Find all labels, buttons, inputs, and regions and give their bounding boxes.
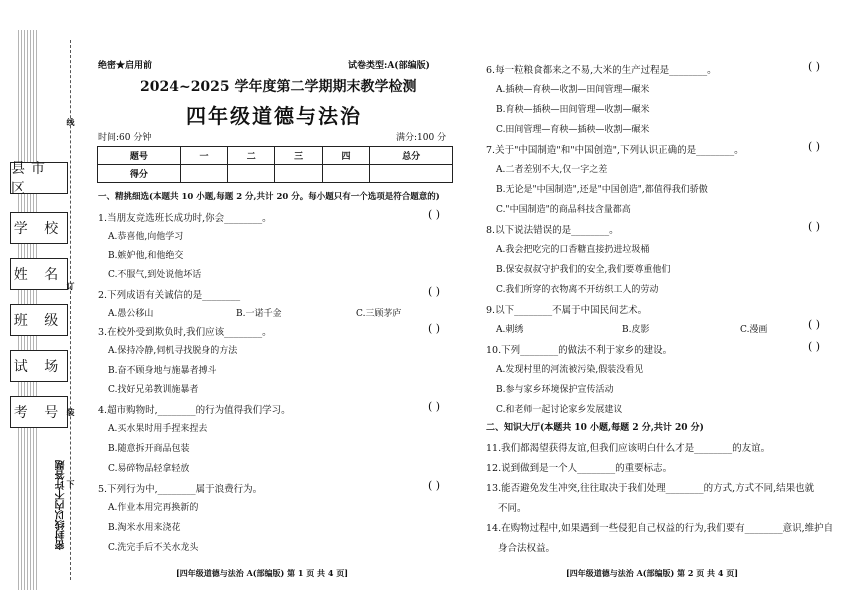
table-cell bbox=[228, 165, 275, 183]
exam-title: 2024~2025 学年度第二学期期末教学检测 bbox=[140, 79, 417, 95]
option-8a: A.我会把吃完的口香糖直接扔进垃圾桶 bbox=[496, 245, 650, 255]
option-4b: B.随意拆开商品包装 bbox=[108, 444, 190, 454]
score-table-score-row bbox=[98, 165, 453, 183]
option-3b: B.奋不顾身地与施暴者搏斗 bbox=[108, 366, 217, 376]
score-table-header-row bbox=[98, 147, 453, 165]
question-6: 6.每一粒粮食都来之不易,大米的生产过程是________。 bbox=[486, 65, 717, 76]
option-7b: B.无论是"中国制造",还是"中国创造",都值得我们骄傲 bbox=[496, 185, 708, 195]
score-table bbox=[97, 146, 453, 183]
section-2-heading: 二、知识大厅(本题共 10 小题,每题 2 分,共计 20 分) bbox=[486, 423, 704, 433]
answer-blank-9[interactable]: ( ) bbox=[808, 318, 821, 331]
option-4a: A.买水果时用手捏来捏去 bbox=[108, 424, 208, 434]
field-class: 班 级 bbox=[10, 304, 68, 336]
exam-time: 时间:60 分钟 bbox=[98, 133, 152, 143]
option-2c: C.三顾茅庐 bbox=[356, 309, 402, 319]
question-8: 8.以下说法错误的是________。 bbox=[486, 225, 619, 236]
field-name: 姓 名 bbox=[10, 258, 68, 290]
question-2: 2.下列成语有关诚信的是________ bbox=[98, 290, 241, 301]
question-13-cont: 不同。 bbox=[498, 503, 527, 514]
answer-blank-1[interactable]: ( ) bbox=[428, 208, 441, 221]
option-2a: A.愚公移山 bbox=[108, 309, 154, 319]
answer-blank-6[interactable]: ( ) bbox=[808, 60, 821, 73]
answer-blank-2[interactable]: ( ) bbox=[428, 285, 441, 298]
subject-title: 四年级道德与法治 bbox=[186, 104, 362, 128]
question-13: 13.能否避免发生冲突,往往取决于我们处理________的方式,方式不同,结果也就 bbox=[486, 483, 815, 494]
option-7c: C."中国制造"的商品科技含量都高 bbox=[496, 205, 631, 215]
answer-blank-3[interactable]: ( ) bbox=[428, 322, 441, 335]
footer-page-2: [四年级道德与法治 A(部编版) 第 2 页 共 4 页] bbox=[566, 568, 738, 578]
table-cell: 二 bbox=[228, 147, 275, 165]
option-7a: A.二者差别不大,仅一字之差 bbox=[496, 165, 608, 175]
option-4c: C.易碎物品轻拿轻放 bbox=[108, 464, 190, 474]
option-3a: A.保持冷静,伺机寻找脱身的方法 bbox=[108, 346, 238, 356]
option-1b: B.嫉妒他,和他绝交 bbox=[108, 251, 184, 261]
answer-blank-5[interactable]: ( ) bbox=[428, 479, 441, 492]
question-3: 3.在校外受到欺负时,我们应该________。 bbox=[98, 327, 272, 338]
table-cell bbox=[275, 165, 322, 183]
option-6a: A.插秧—育秧—收割—田间管理—碾米 bbox=[496, 85, 650, 95]
section-1-heading: 一、精挑细选(本题共 10 小题,每题 2 分,共计 20 分。每小题只有一个选项是符合题意的) bbox=[98, 192, 440, 202]
question-7: 7.关于"中国制造"和"中国创造",下列认识正确的是________。 bbox=[486, 145, 744, 156]
seal-mark-mid: 订 bbox=[66, 282, 76, 290]
option-9a: A.刺绣 bbox=[496, 325, 524, 335]
option-6c: C.田间管理—育秧—插秧—收割—碾米 bbox=[496, 125, 650, 135]
table-cell bbox=[180, 165, 227, 183]
question-10: 10.下列________的做法不利于家乡的建设。 bbox=[486, 345, 673, 356]
table-cell: 一 bbox=[180, 147, 227, 165]
question-1: 1.当朋友竞选班长成功时,你会________。 bbox=[98, 213, 272, 224]
table-cell: 题号 bbox=[98, 147, 181, 165]
option-10a: A.发现村里的河流被污染,假装没看见 bbox=[496, 365, 644, 375]
option-9c: C.漫画 bbox=[740, 325, 768, 335]
field-county: 县市区 bbox=[10, 162, 68, 194]
table-cell bbox=[322, 165, 369, 183]
answer-blank-7[interactable]: ( ) bbox=[808, 140, 821, 153]
seal-mark-top: 线 bbox=[66, 118, 76, 126]
option-5b: B.淘米水用来浇花 bbox=[108, 523, 181, 533]
field-exam-room: 试 场 bbox=[10, 350, 68, 382]
option-5a: A.作业本用完再换新的 bbox=[108, 503, 199, 513]
question-5: 5.下列行为中,________属于浪费行为。 bbox=[98, 484, 263, 495]
question-4: 4.超市购物时,________的行为值得我们学习。 bbox=[98, 405, 291, 416]
option-9b: B.皮影 bbox=[622, 325, 650, 335]
option-6b: B.育秧—插秧—田间管理—收割—碾米 bbox=[496, 105, 650, 115]
table-cell: 三 bbox=[275, 147, 322, 165]
option-10c: C.和老师一起讨论家乡发展建议 bbox=[496, 405, 623, 415]
option-3c: C.找好兄弟教训施暴者 bbox=[108, 385, 199, 395]
table-cell: 得分 bbox=[98, 165, 181, 183]
table-cell bbox=[370, 165, 453, 183]
option-8b: B.保安叔叔守护我们的安全,我们要尊重他们 bbox=[496, 265, 671, 275]
table-cell: 四 bbox=[322, 147, 369, 165]
question-9: 9.以下________不属于中国民间艺术。 bbox=[486, 305, 648, 316]
seal-notice: 密封线以内不许答题 bbox=[56, 460, 67, 550]
option-1c: C.不服气,到处说他坏话 bbox=[108, 270, 202, 280]
option-2b: B.一诺千金 bbox=[236, 309, 282, 319]
field-exam-number: 考 号 bbox=[10, 396, 68, 428]
question-14: 14.在购物过程中,如果遇到一些侵犯自己权益的行为,我们要有________意识,维护自 bbox=[486, 523, 834, 534]
table-cell: 总分 bbox=[370, 147, 453, 165]
answer-blank-8[interactable]: ( ) bbox=[808, 220, 821, 233]
option-8c: C.我们所穿的衣物离不开纺织工人的劳动 bbox=[496, 285, 659, 295]
field-school: 学 校 bbox=[10, 212, 68, 244]
answer-blank-10[interactable]: ( ) bbox=[808, 340, 821, 353]
question-11: 11.我们都渴望获得友谊,但我们应该明白什么才是________的友谊。 bbox=[486, 443, 771, 454]
secret-label: 绝密★启用前 bbox=[98, 61, 153, 71]
answer-blank-4[interactable]: ( ) bbox=[428, 400, 441, 413]
full-score: 满分:100 分 bbox=[396, 133, 447, 143]
question-12: 12.说到做到是一个人________的重要标志。 bbox=[486, 463, 673, 474]
paper-type: 试卷类型:A(部编版) bbox=[348, 61, 430, 71]
option-5c: C.洗完手后不关水龙头 bbox=[108, 543, 199, 553]
seal-mark-bot: 装 bbox=[66, 408, 76, 416]
footer-page-1: [四年级道德与法治 A(部编版) 第 1 页 共 4 页] bbox=[176, 568, 348, 578]
option-1a: A.恭喜他,向他学习 bbox=[108, 232, 184, 242]
seal-mark-end: 下 bbox=[66, 480, 76, 488]
option-10b: B.参与家乡环境保护宣传活动 bbox=[496, 385, 614, 395]
question-14-cont: 身合法权益。 bbox=[498, 543, 556, 554]
